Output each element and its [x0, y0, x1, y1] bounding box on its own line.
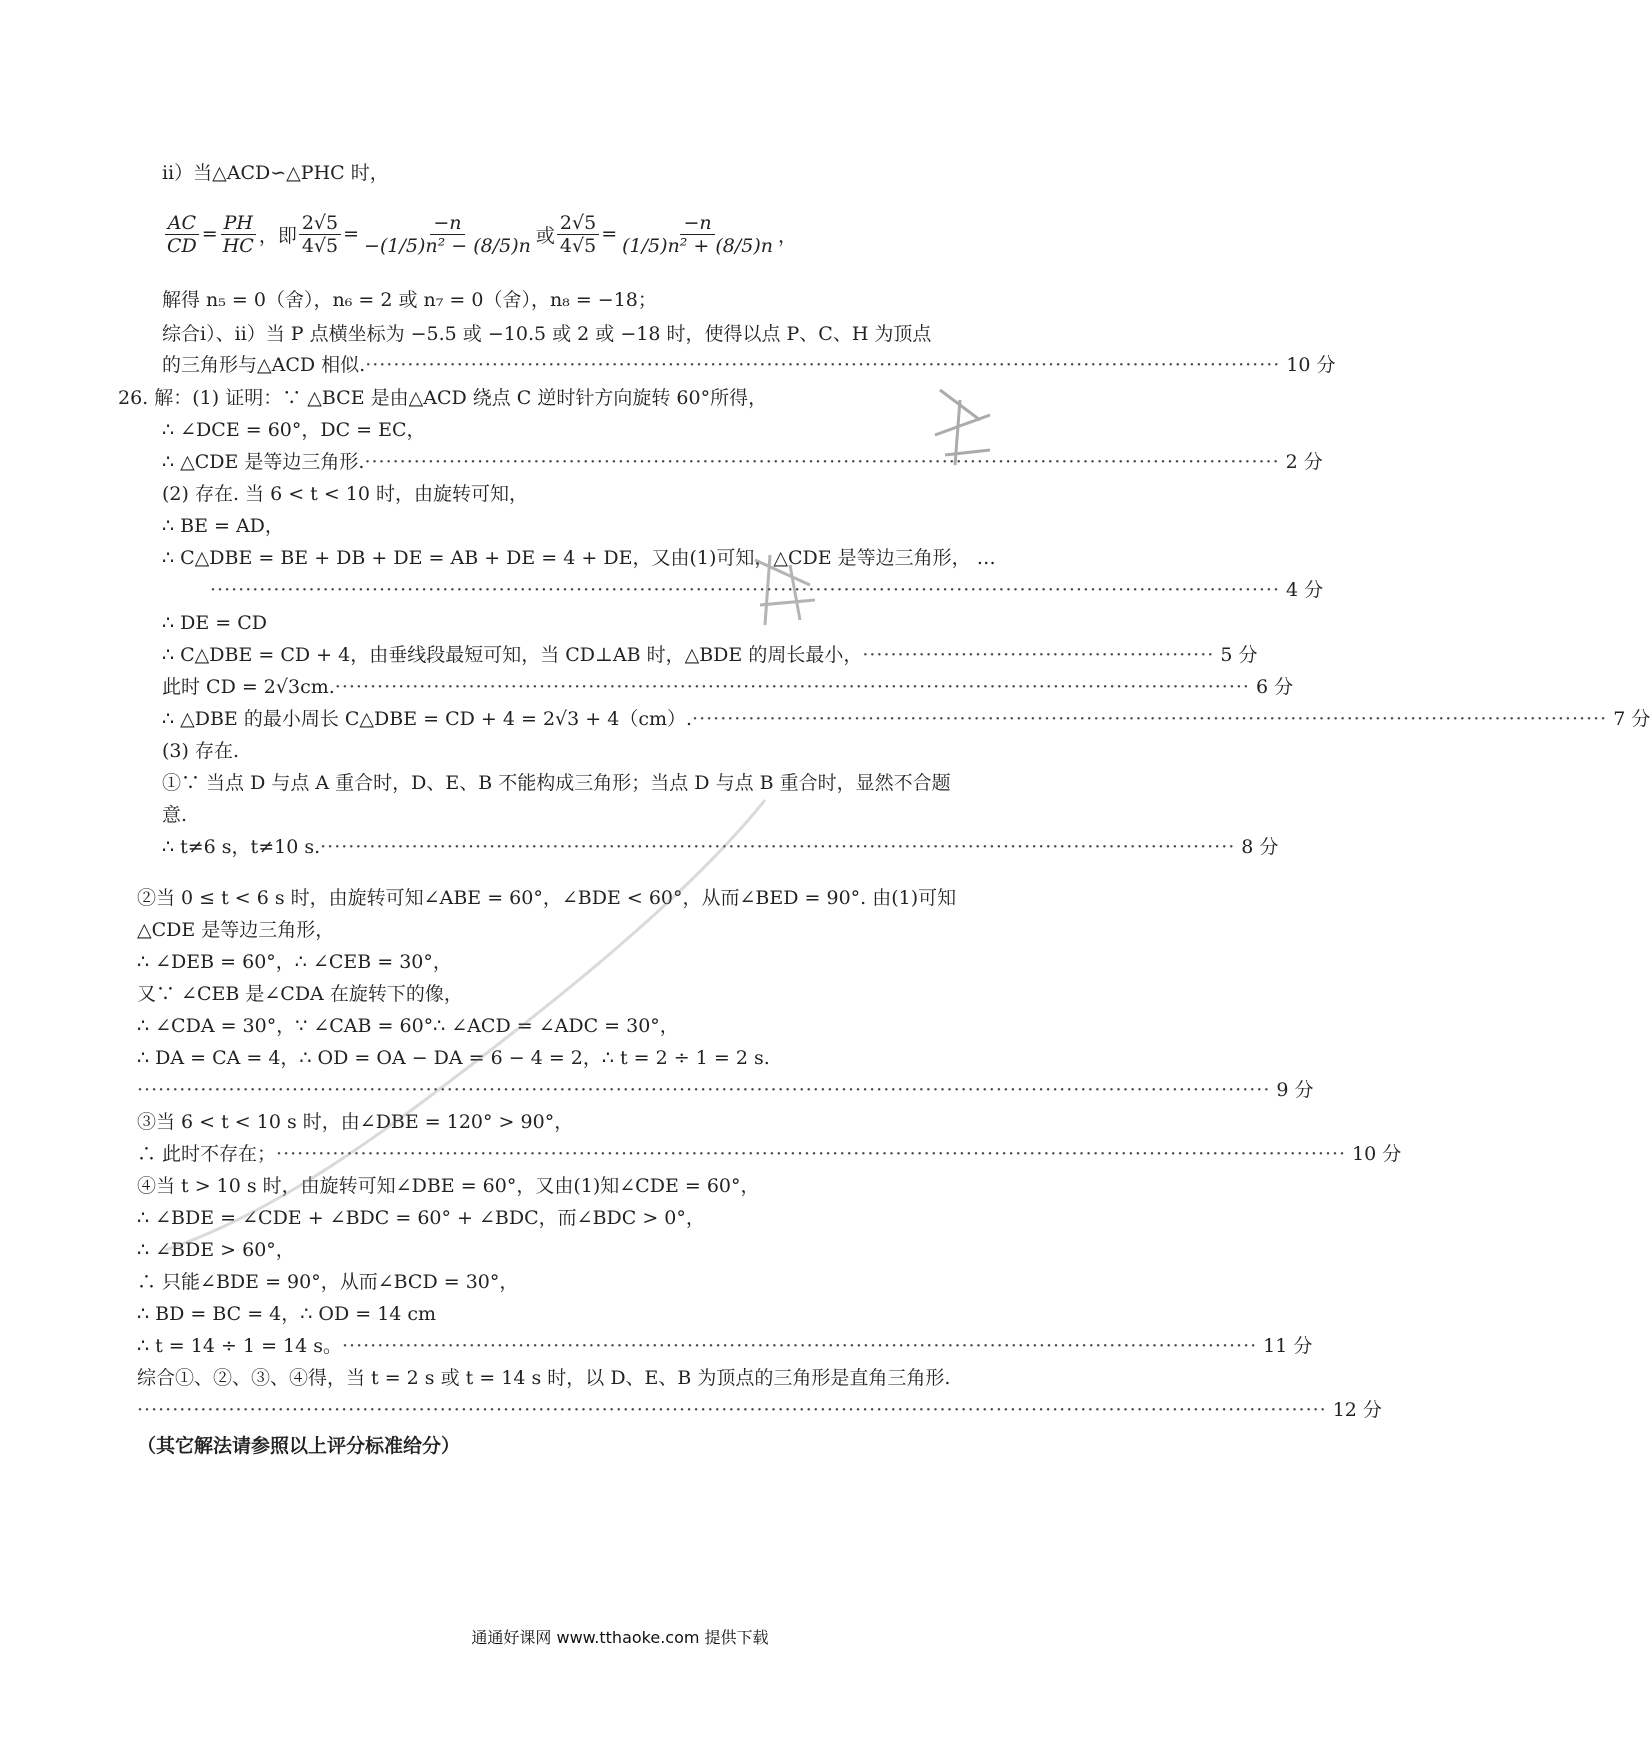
- fraction: $\frac{2√5}{4√5}$: [557, 212, 599, 257]
- text-line: ②当 0 ≤ t < 6 s 时，由旋转可知∠ABE = 60°，∠BDE < 60°，从而∠BED = 90°. 由(1)可知: [137, 887, 957, 909]
- score-row: ∴ △CDE 是等边三角形. ·································································································································· 2 分: [162, 451, 1323, 473]
- fraction: $\frac{-n}{\text{(1/5)n² + (8/5)n}}$: [622, 211, 774, 257]
- score-row: ········································································································································································· 12 分: [137, 1399, 1382, 1421]
- text-line: ③当 6 < t < 10 s 时，由∠DBE = 120° > 90°，: [137, 1111, 574, 1133]
- text-line: ∴ DE = CD: [162, 612, 268, 634]
- score-row: ∴ △DBE 的最小周长 C△DBE = CD + 4 = 2√3 + 4（cm）. ·································································································································· 7 分: [162, 708, 1650, 730]
- watermark-trace: [125, 780, 845, 1260]
- text-line: ∴ C△DBE = BE + DB + DE = AB + DE = 4 + DE，又由(1)可知，△CDE 是等边三角形， …: [162, 547, 996, 569]
- text-line: ④当 t > 10 s 时，由旋转可知∠DBE = 60°，又由(1)知∠CDE = 60°，: [137, 1175, 760, 1197]
- text-line: (3) 存在.: [162, 740, 239, 762]
- score-row: ∴ C△DBE = CD + 4，由垂线段最短可知，当 CD⊥AB 时，△BDE 的周长最小， ·················································· 5 分: [162, 644, 1258, 666]
- score-row: 此时 CD = 2√3cm. ·································································································································· 6 分: [162, 676, 1294, 698]
- similarity-formula: $\frac{AC}{CD}$ = $\frac{PH}{HC}$ ，即 $\frac{2√5}{4√5}$ = $\frac{-n}{\text{−(1/5)n² − (8/5)n}}$ 或 $\frac{2√5}{4√5}$ = $\frac{-n}{\text{(1/5)n² + (8/5)n}}$ ，: [162, 198, 797, 270]
- watermark-mark: [920, 380, 1010, 480]
- text-line: 意.: [162, 804, 188, 826]
- text-line: (2) 存在. 当 6 < t < 10 时，由旋转可知，: [162, 483, 529, 505]
- text-line: ⅱ）当△ACD∽△PHC 时，: [162, 162, 389, 184]
- text-line: △CDE 是等边三角形，: [137, 919, 335, 941]
- page-footer: 通通好课网 www.tthaoke.com 提供下载: [471, 1628, 769, 1647]
- problem-heading: 26. 解：(1) 证明：∵ △BCE 是由△ACD 绕点 C 逆时针方向旋转 60°所得，: [118, 387, 768, 409]
- text-line: ①∵ 当点 D 与点 A 重合时，D、E、B 不能构成三角形；当点 D 与点 B 重合时，显然不合题: [162, 772, 951, 794]
- closing-note: （其它解法请参照以上评分标准给分）: [137, 1435, 461, 1457]
- text-line: ∴ ∠DEB = 60°，∴ ∠CEB = 30°，: [137, 951, 452, 973]
- fraction: $\frac{2√5}{4√5}$: [299, 212, 341, 257]
- text-line: 又∵ ∠CEB 是∠CDA 在旋转下的像，: [137, 983, 463, 1005]
- text-line: ∴ ∠BDE = ∠CDE + ∠BDC = 60° + ∠BDC，而∠BDC > 0°，: [137, 1207, 705, 1229]
- text-line: 综合①、②、③、④得，当 t = 2 s 或 t = 14 s 时，以 D、E、B 为顶点的三角形是直角三角形.: [137, 1367, 951, 1389]
- text-line: ∴ ∠DCE = 60°，DC = EC，: [162, 419, 426, 441]
- text-line: ∴ BD = BC = 4，∴ OD = 14 cm: [137, 1303, 437, 1325]
- text-line: ∴ DA = CA = 4，∴ OD = OA − DA = 6 − 4 = 2，∴ t = 2 ÷ 1 = 2 s.: [137, 1047, 770, 1069]
- score-row: ∴ t≠6 s，t≠10 s. ·································································································································· 8 分: [162, 836, 1279, 858]
- fraction: $\frac{-n}{\text{−(1/5)n² − (8/5)n}}$: [364, 211, 531, 257]
- text-line: ∴ ∠BDE > 60°，: [137, 1239, 295, 1261]
- fraction: $\frac{PH}{HC}$: [220, 212, 257, 257]
- text-line: ∴ 只能∠BDE = 90°，从而∠BCD = 30°，: [137, 1271, 519, 1293]
- watermark-mark: [740, 545, 830, 635]
- score-row: ························································································································································ 4 分: [210, 579, 1324, 601]
- fraction: $\frac{AC}{CD}$: [164, 212, 200, 257]
- score-row: ································································································································································· 9 分: [137, 1079, 1314, 1101]
- text-line: ∴ BE = AD，: [162, 515, 284, 537]
- text-line: 解得 n₅ = 0（舍），n₆ = 2 或 n₇ = 0（舍），n₈ = −18；: [162, 289, 657, 311]
- score-row: ∴ t = 14 ÷ 1 = 14 s。 ·································································································································· 11 分: [137, 1335, 1313, 1357]
- text-line: ∴ ∠CDA = 30°，∵ ∠CAB = 60°∴ ∠ACD = ∠ADC = 30°，: [137, 1015, 679, 1037]
- score-row: 的三角形与△ACD 相似. ·································································································································· 10 分: [162, 354, 1336, 376]
- score-row: ∴ 此时不存在； ························································································································································ 10 分: [137, 1143, 1402, 1165]
- text-line: 综合ⅰ）、ⅱ）当 P 点横坐标为 −5.5 或 −10.5 或 2 或 −18 时，使得以点 P、C、H 为顶点: [162, 323, 932, 345]
